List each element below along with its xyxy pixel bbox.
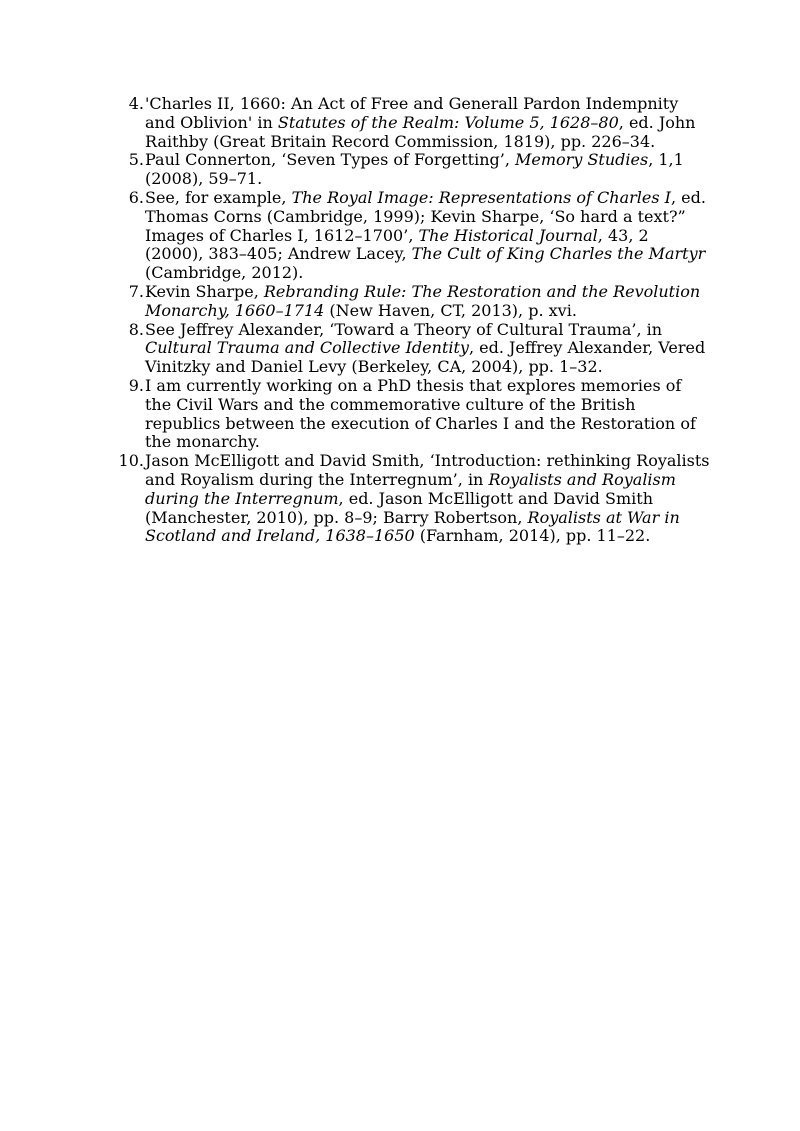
endnote-text-segment: (Cambridge, 2012).: [145, 263, 304, 283]
endnote-8: [112, 321, 712, 377]
endnote-title-italic: Statutes of the Realm: Volume 5, 1628–80: [277, 112, 619, 132]
endnote-text-segment: See Jeffrey Alexander, ‘Toward a Theory of Cultural Trauma’, in: [145, 319, 663, 339]
endnote-text: [145, 320, 705, 377]
endnote-title-italic: Memory Studies: [515, 150, 649, 170]
endnote-5: [112, 151, 712, 189]
endnote-number: 8.: [128, 319, 144, 339]
endnote-text-segment: , ed. Jeffrey Alexander, Vered Vinitzky and Daniel Levy (Berkeley, CA, 2004), pp. 1–32.: [145, 338, 706, 377]
endnote-text-segment: Paul Connerton, ‘Seven Types of Forgetting’,: [145, 150, 516, 170]
endnote-number: 10.: [118, 451, 144, 471]
endnote-text-segment: , 1,1 (2008), 59–71.: [145, 150, 684, 189]
endnote-number: 7.: [128, 281, 144, 301]
endnote-text: [145, 376, 696, 451]
endnote-title-italic: The Cult of King Charles the Martyr: [411, 244, 706, 264]
endnote-text: [145, 188, 706, 282]
endnote-text-segment: , ed. John Raithby (Great Britain Record Commission, 1819), pp. 226–34.: [145, 112, 696, 151]
endnote-7: [112, 283, 712, 321]
endnote-number: 4.: [128, 94, 144, 113]
endnote-number: 5.: [128, 150, 144, 170]
endnote-text-segment: , 43, 2 (2000), 383–405; Andrew Lacey,: [145, 225, 649, 264]
endnote-title-italic: Rebranding Rule: The Restoration and the Revolution Monarchy, 1660–1714: [145, 281, 701, 320]
endnote-title-italic: Royalists at War in Scotland and Ireland, 1638–1650: [145, 507, 680, 546]
endnote-title-italic: The Historical Journal: [418, 225, 598, 245]
endnote-title-italic: Cultural Trauma and Collective Identity: [145, 338, 469, 358]
endnote-9: [112, 377, 712, 452]
endnote-text: [145, 282, 700, 320]
endnote-text-segment: (Farnham, 2014), pp. 11–22.: [414, 526, 651, 546]
endnote-number: 6.: [128, 187, 144, 207]
endnote-text-segment: See, for example,: [145, 187, 292, 207]
endnote-text-segment: , ed. Thomas Corns (Cambridge, 1999); Kevin Sharpe, ‘So hard a text?” Images of Charles I, 1612–1700’,: [145, 187, 706, 245]
endnote-title-italic: Royalists and Royalism during the Interregnum: [145, 469, 676, 508]
endnote-text-segment: Kevin Sharpe,: [145, 281, 264, 301]
endnote-text-segment: I am currently working on a PhD thesis that explores memories of the Civil Wars and the commemorative culture of the British republics between the execution of Charles I and the Restoration of the monarchy.: [145, 375, 696, 452]
endnote-text-segment: (New Haven, CT, 2013), p. xvi.: [324, 300, 577, 320]
endnote-text: [145, 150, 684, 188]
endnote-text: [145, 94, 695, 151]
endnote-title-italic: The Royal Image: Representations of Charles I: [291, 187, 671, 207]
endnote-text-segment: Jason McElligott and David Smith, ‘Introduction: rethinking Royalists and Royalism during the Interregnum’, in: [145, 451, 710, 489]
endnote-10: [112, 452, 712, 546]
endnote-text: [145, 451, 710, 545]
endnote-number: 9.: [128, 375, 144, 395]
endnote-4: [112, 95, 712, 151]
endnote-text-segment: 'Charles II, 1660: An Act of Free and Generall Pardon Indempnity and Oblivion' in: [145, 94, 679, 132]
endnotes-list: [112, 95, 712, 546]
endnote-6: [112, 189, 712, 283]
endnote-text-segment: , ed. Jason McElligott and David Smith (Manchester, 2010), pp. 8–9; Barry Robertson,: [145, 488, 653, 527]
